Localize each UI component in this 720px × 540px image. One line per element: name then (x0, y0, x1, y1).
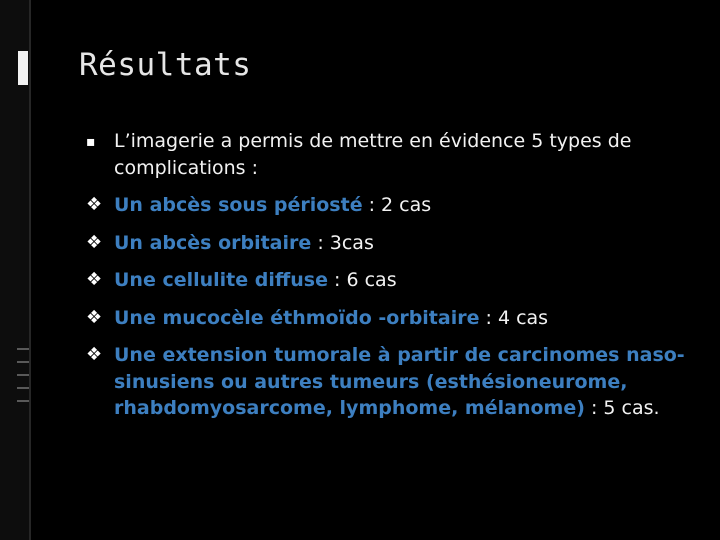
intro-text: L’imagerie a permis de mettre en évidence 5 types de complications : (114, 130, 632, 179)
intro-bullet (86, 128, 686, 181)
square-bullet-icon: ▪ (86, 134, 96, 150)
slide-title: Résultats (79, 47, 252, 83)
item-detail: : 5 cas. (584, 397, 660, 419)
item-label: Un abcès sous périosté (114, 194, 363, 216)
side-tick (17, 374, 29, 376)
item-detail: : 4 cas (479, 306, 549, 329)
title-marker (18, 51, 28, 85)
item-detail: : 6 cas (328, 269, 397, 291)
item-label: Une cellulite diffuse (114, 269, 328, 291)
list-item (86, 230, 686, 257)
diamond-bullet-icon: ❖ (86, 231, 103, 253)
list-item (86, 192, 686, 219)
left-divider (29, 0, 31, 540)
side-tick (17, 400, 29, 402)
diamond-bullet-icon: ❖ (86, 194, 103, 215)
diamond-bullet-icon: ❖ (86, 269, 103, 290)
item-label: Une mucocèle éthmoïdo -orbitaire (114, 306, 480, 329)
diamond-bullet-icon: ❖ (86, 344, 103, 365)
item-label: Une extension tumorale à partir de carcinomes naso-sinusiens ou autres tumeurs (esthésioneurome, rhabdomyosarcome, lymphome, mélanome) (114, 344, 685, 419)
side-tick (17, 361, 29, 363)
list-item (86, 267, 686, 294)
side-ticks (17, 348, 29, 413)
item-label: Un abcès orbitaire (114, 231, 312, 254)
list-item (86, 342, 686, 422)
item-detail: : 3cas (311, 231, 374, 254)
diamond-bullet-icon: ❖ (86, 306, 103, 328)
list-item (86, 305, 686, 332)
side-tick (17, 348, 29, 350)
item-detail: : 2 cas (362, 194, 432, 216)
side-tick (17, 387, 29, 389)
slide-body (86, 128, 686, 433)
